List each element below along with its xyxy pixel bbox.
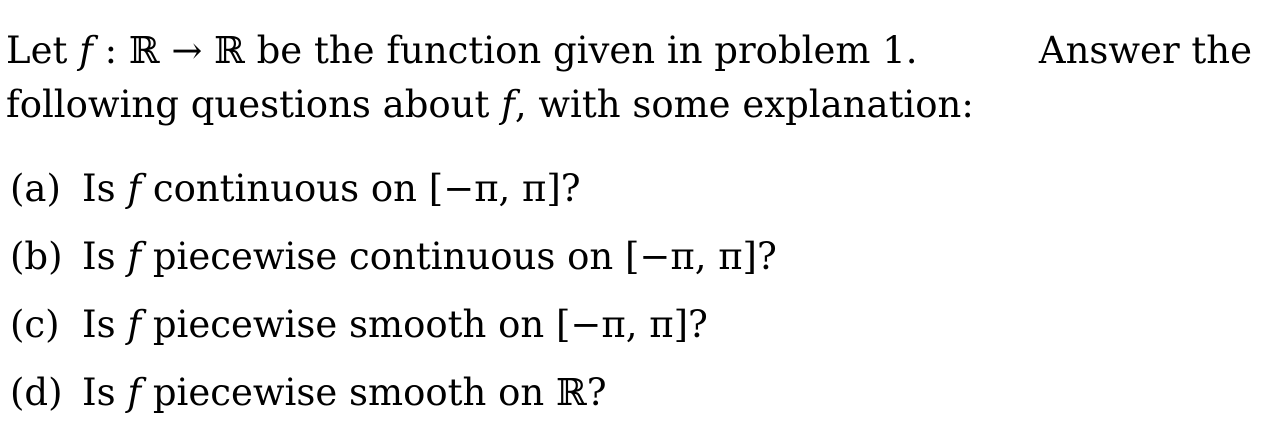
- question-label: (d): [10, 371, 63, 414]
- question-b: [10, 232, 777, 300]
- function-symbol: f: [501, 83, 515, 126]
- question-text: piecewise smooth on: [152, 303, 545, 346]
- question-d: [10, 368, 777, 436]
- codomain-symbol: ℝ: [214, 29, 245, 72]
- function-symbol: f: [127, 371, 142, 414]
- intro-line2-pre: following questions about: [6, 83, 490, 126]
- function-symbol: f: [79, 29, 93, 72]
- question-text: piecewise continuous on: [152, 235, 614, 278]
- colon-symbol: :: [104, 29, 118, 72]
- question-text: continuous on: [152, 167, 417, 210]
- interval-expression: [−π, π]?: [428, 167, 581, 210]
- intro-text-b: Answer the: [1038, 29, 1252, 72]
- question-pre: Is: [82, 303, 116, 346]
- question-label: (c): [10, 303, 60, 346]
- interval-expression: [−π, π]?: [555, 303, 708, 346]
- question-label: (b): [10, 235, 63, 278]
- intro-line2-post: , with some explanation:: [514, 83, 974, 126]
- interval-expression: [−π, π]?: [624, 235, 777, 278]
- function-symbol: f: [127, 303, 142, 346]
- question-label: (a): [10, 167, 61, 210]
- question-text: piecewise smooth on: [152, 371, 545, 414]
- intro-line-1: [6, 24, 1252, 78]
- function-symbol: f: [127, 235, 142, 278]
- arrow-symbol: →: [171, 29, 203, 72]
- question-pre: Is: [82, 235, 116, 278]
- function-symbol: f: [127, 167, 142, 210]
- intro-paragraph: [6, 24, 1256, 132]
- question-list: [10, 164, 777, 436]
- domain-symbol: ℝ: [128, 29, 160, 72]
- question-pre: Is: [82, 371, 116, 414]
- intro-function-declaration: [6, 24, 918, 78]
- intro-text-a: be the function given in problem 1.: [256, 29, 918, 72]
- intro-line-2: [6, 78, 1256, 132]
- question-a: [10, 164, 777, 232]
- question-c: [10, 300, 777, 368]
- set-expression: ℝ?: [555, 371, 607, 414]
- question-pre: Is: [82, 167, 116, 210]
- intro-let: Let: [6, 29, 68, 72]
